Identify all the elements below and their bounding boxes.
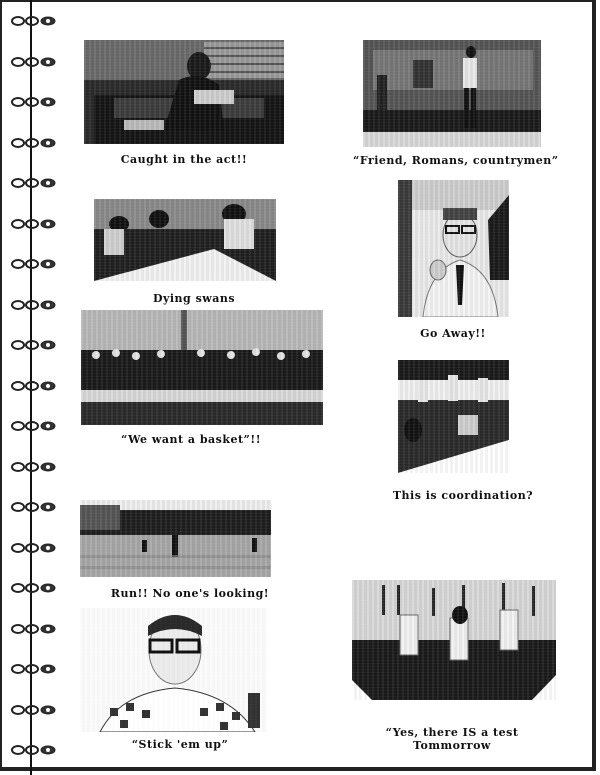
binding-ring	[6, 417, 58, 427]
photo-stick-em-up	[80, 608, 267, 732]
binding-ring	[6, 660, 58, 670]
photo-dying-swans	[94, 199, 276, 281]
binding-ring	[6, 174, 58, 184]
binding-ring	[6, 296, 58, 306]
binding-ring	[6, 377, 58, 387]
caption-go-away: Go Away!!	[420, 327, 486, 340]
binding-ring	[6, 255, 58, 265]
caption-yes-test-line1: “Yes, there IS a test	[385, 726, 519, 739]
binding-ring	[6, 215, 58, 225]
caption-yes-test	[352, 726, 552, 752]
binding-ring	[6, 53, 58, 63]
photo-coordination	[398, 360, 509, 473]
binding-ring	[6, 134, 58, 144]
photo-caught-in-act	[84, 40, 284, 144]
binding-ring	[6, 336, 58, 346]
binding-ring	[6, 458, 58, 468]
binding-ring	[6, 539, 58, 549]
binding-ring	[6, 498, 58, 508]
caption-run: Run!! No one's looking!	[110, 587, 270, 600]
photo-yes-test	[352, 580, 556, 700]
caption-coordination: This is coordination?	[392, 489, 534, 502]
caption-we-want-basket: “We want a basket”!!	[120, 433, 262, 446]
photo-run	[80, 500, 271, 577]
binding-ring	[6, 12, 58, 22]
caption-caught-in-act: Caught in the act!!	[120, 153, 248, 166]
photo-friend-romans	[363, 40, 541, 147]
caption-stick-em-up: “Stick 'em up”	[131, 738, 229, 751]
caption-dying-swans: Dying swans	[152, 292, 236, 305]
binding-ring	[6, 579, 58, 589]
photo-we-want-basket	[81, 310, 323, 425]
binding-ring	[6, 620, 58, 630]
binding-ring	[6, 93, 58, 103]
binding-ring	[6, 701, 58, 711]
photo-go-away	[398, 180, 509, 317]
caption-yes-test-line2: Tommorrow	[413, 739, 491, 752]
binding-ring	[6, 741, 58, 751]
caption-friend-romans: “Friend, Romans, countrymen”	[353, 154, 559, 167]
